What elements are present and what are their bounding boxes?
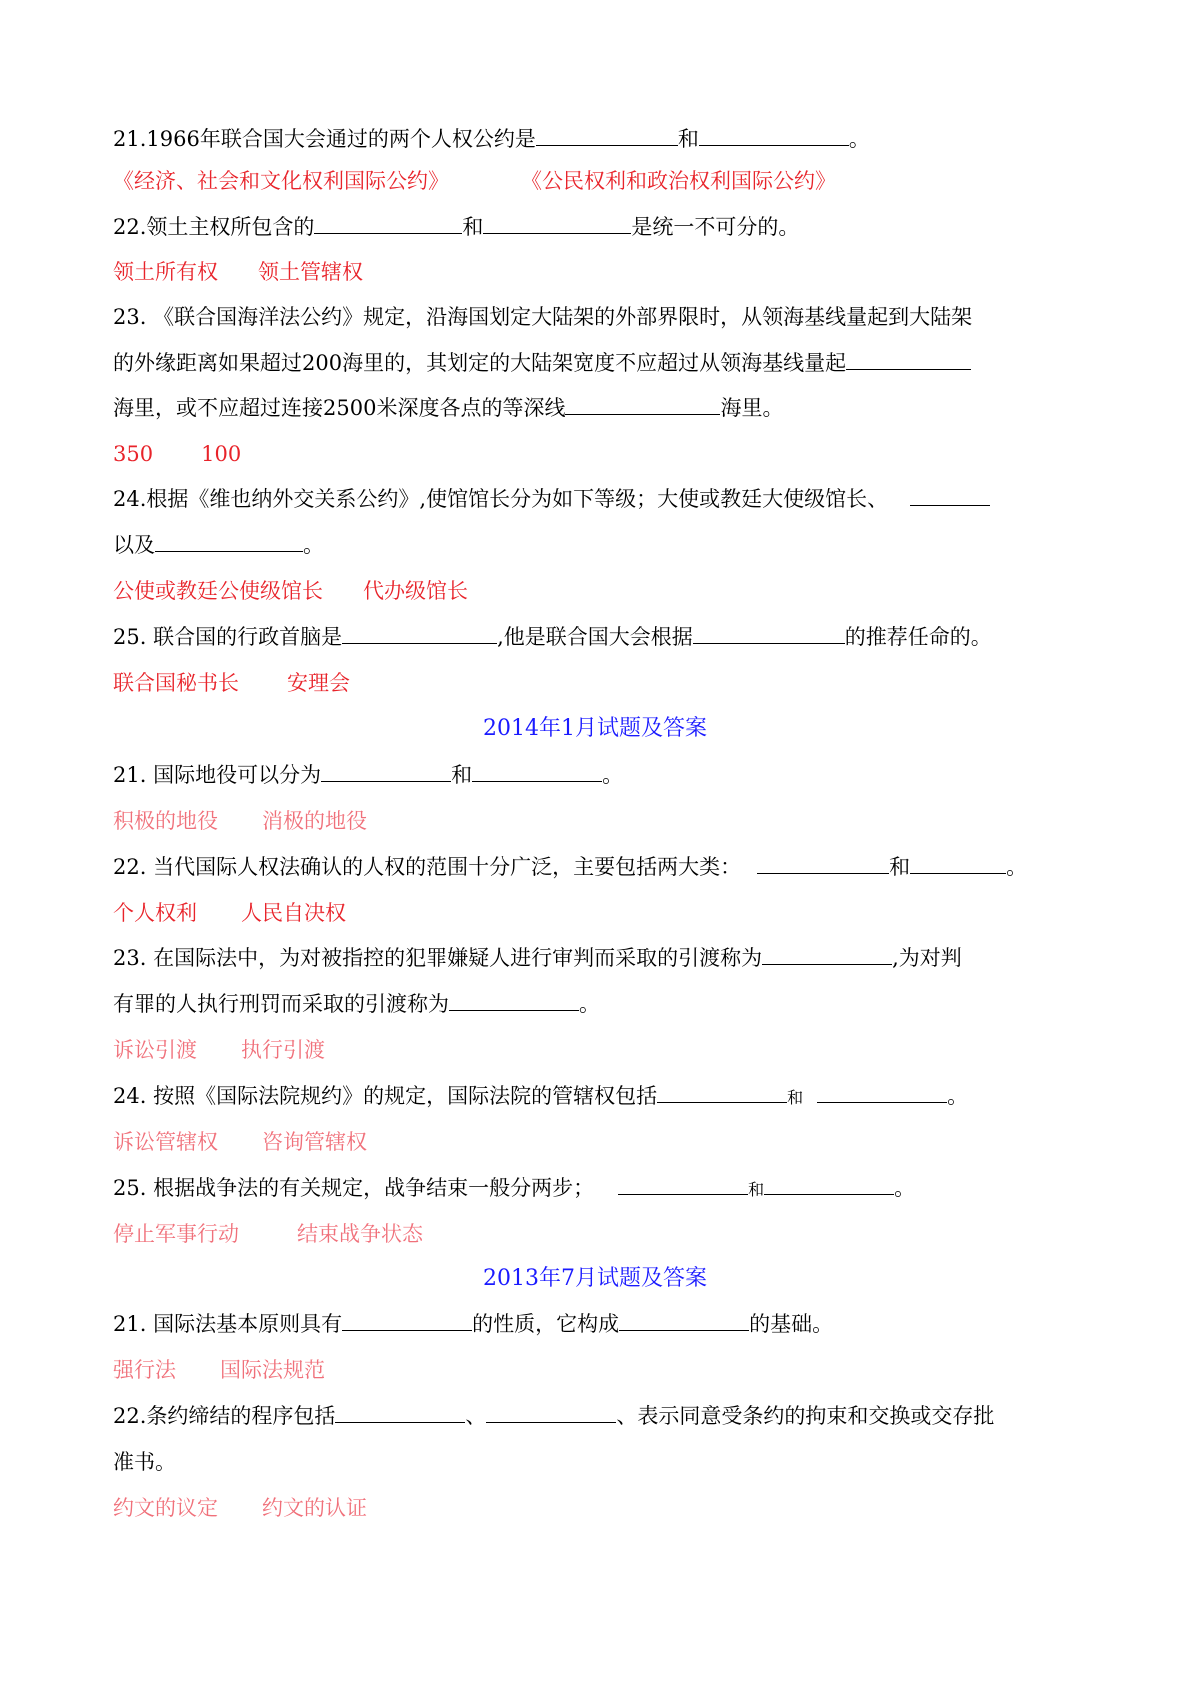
question-23-line2: 的外缘距离如果超过200海里的，其划定的大陆架宽度不应超过从领海基线量起 [113, 348, 1088, 378]
answer-2014-23: 诉讼引渡 执行引渡 [113, 1038, 325, 1062]
answer-blank [817, 1082, 947, 1103]
answer-2014-21: 积极的地役 消极的地役 [113, 809, 367, 833]
question-2013-22-line1: 22.条约缔结的程序包括 、 、表示同意受条约的拘束和交换或交存批 [113, 1404, 995, 1428]
answer-blank [536, 125, 678, 146]
answer-blank [342, 623, 497, 644]
answer-blank [565, 394, 720, 415]
question-25: 25. 联合国的行政首脑是 ,他是联合国大会根据 的推荐任命的。 [113, 625, 992, 649]
answer-blank [657, 1082, 787, 1103]
answer-2014-24: 诉讼管辖权 咨询管辖权 [113, 1130, 367, 1154]
answer-2013-22: 约文的议定 约文的认证 [113, 1496, 367, 1520]
answer-2014-25: 停止军事行动 结束战争状态 [113, 1222, 423, 1246]
answer-25: 联合国秘书长 安理会 [113, 671, 350, 695]
answer-blank [472, 761, 602, 782]
answer-blank [910, 853, 1006, 874]
answer-blank [342, 1310, 472, 1331]
question-23-line3: 海里，或不应超过连接2500米深度各点的等深线 海里。 [113, 396, 784, 420]
answer-23: 350 100 [113, 442, 242, 466]
question-2013-22-line2: 准书。 [113, 1450, 176, 1474]
answer-blank [335, 1402, 465, 1423]
question-2014-22: 22. 当代国际人权法确认的人权的范围十分广泛，主要包括两大类： 和 。 [113, 855, 1028, 879]
answer-blank [762, 944, 892, 965]
question-2014-21: 21. 国际地役可以分为 和 。 [113, 763, 624, 787]
answer-blank [764, 1174, 894, 1195]
answer-blank [618, 1174, 748, 1195]
answer-blank [910, 485, 990, 506]
answer-blank [314, 213, 462, 234]
question-2014-24: 24. 按照《国际法院规约》的规定，国际法院的管辖权包括 和 。 [113, 1084, 969, 1108]
answer-blank [699, 125, 849, 146]
question-2014-25: 25. 根据战争法的有关规定，战争结束一般分两步； 和 。 [113, 1176, 916, 1200]
answer-2013-21: 强行法 国际法规范 [113, 1358, 325, 1382]
answer-blank [846, 349, 971, 370]
answer-21: 《经济、社会和文化权利国际公约》 《公民权利和政治权利国际公约》 [113, 169, 836, 193]
question-24-line2: 以及 。 [113, 533, 324, 557]
question-22: 22.领土主权所包含的 和 是统一不可分的。 [113, 215, 800, 239]
question-24-line1: 24.根据《维也纳外交关系公约》,使馆馆长分为如下等级；大使或教廷大使级馆长、 [113, 484, 1088, 514]
answer-blank [155, 531, 303, 552]
answer-blank [321, 761, 451, 782]
answer-blank [619, 1310, 749, 1331]
question-2013-21: 21. 国际法基本原则具有 的性质，它构成 的基础。 [113, 1312, 834, 1336]
section-heading-2014: 2014年1月试题及答案 [483, 716, 707, 741]
answer-22: 领土所有权 领土管辖权 [113, 260, 363, 284]
answer-2014-22: 个人权利 人民自决权 [113, 901, 346, 925]
answer-blank [486, 1402, 616, 1423]
answer-blank [483, 213, 631, 234]
question-2014-23-line2: 有罪的人执行刑罚而采取的引渡称为 。 [113, 992, 600, 1016]
answer-blank [757, 853, 889, 874]
answer-blank [449, 990, 579, 1011]
question-23-line1: 23. 《联合国海洋法公约》规定，沿海国划定大陆架的外部界限时，从领海基线量起到大陆架 [113, 305, 973, 329]
question-2014-23-line1: 23. 在国际法中，为对被指控的犯罪嫌疑人进行审判而采取的引渡称为 ,为对判 [113, 946, 962, 970]
answer-blank [693, 623, 845, 644]
question-21: 21.1966年联合国大会通过的两个人权公约是 和 。 [113, 127, 870, 151]
answer-24: 公使或教廷公使级馆长 代办级馆长 [113, 579, 468, 603]
section-heading-2013: 2013年7月试题及答案 [483, 1266, 707, 1291]
